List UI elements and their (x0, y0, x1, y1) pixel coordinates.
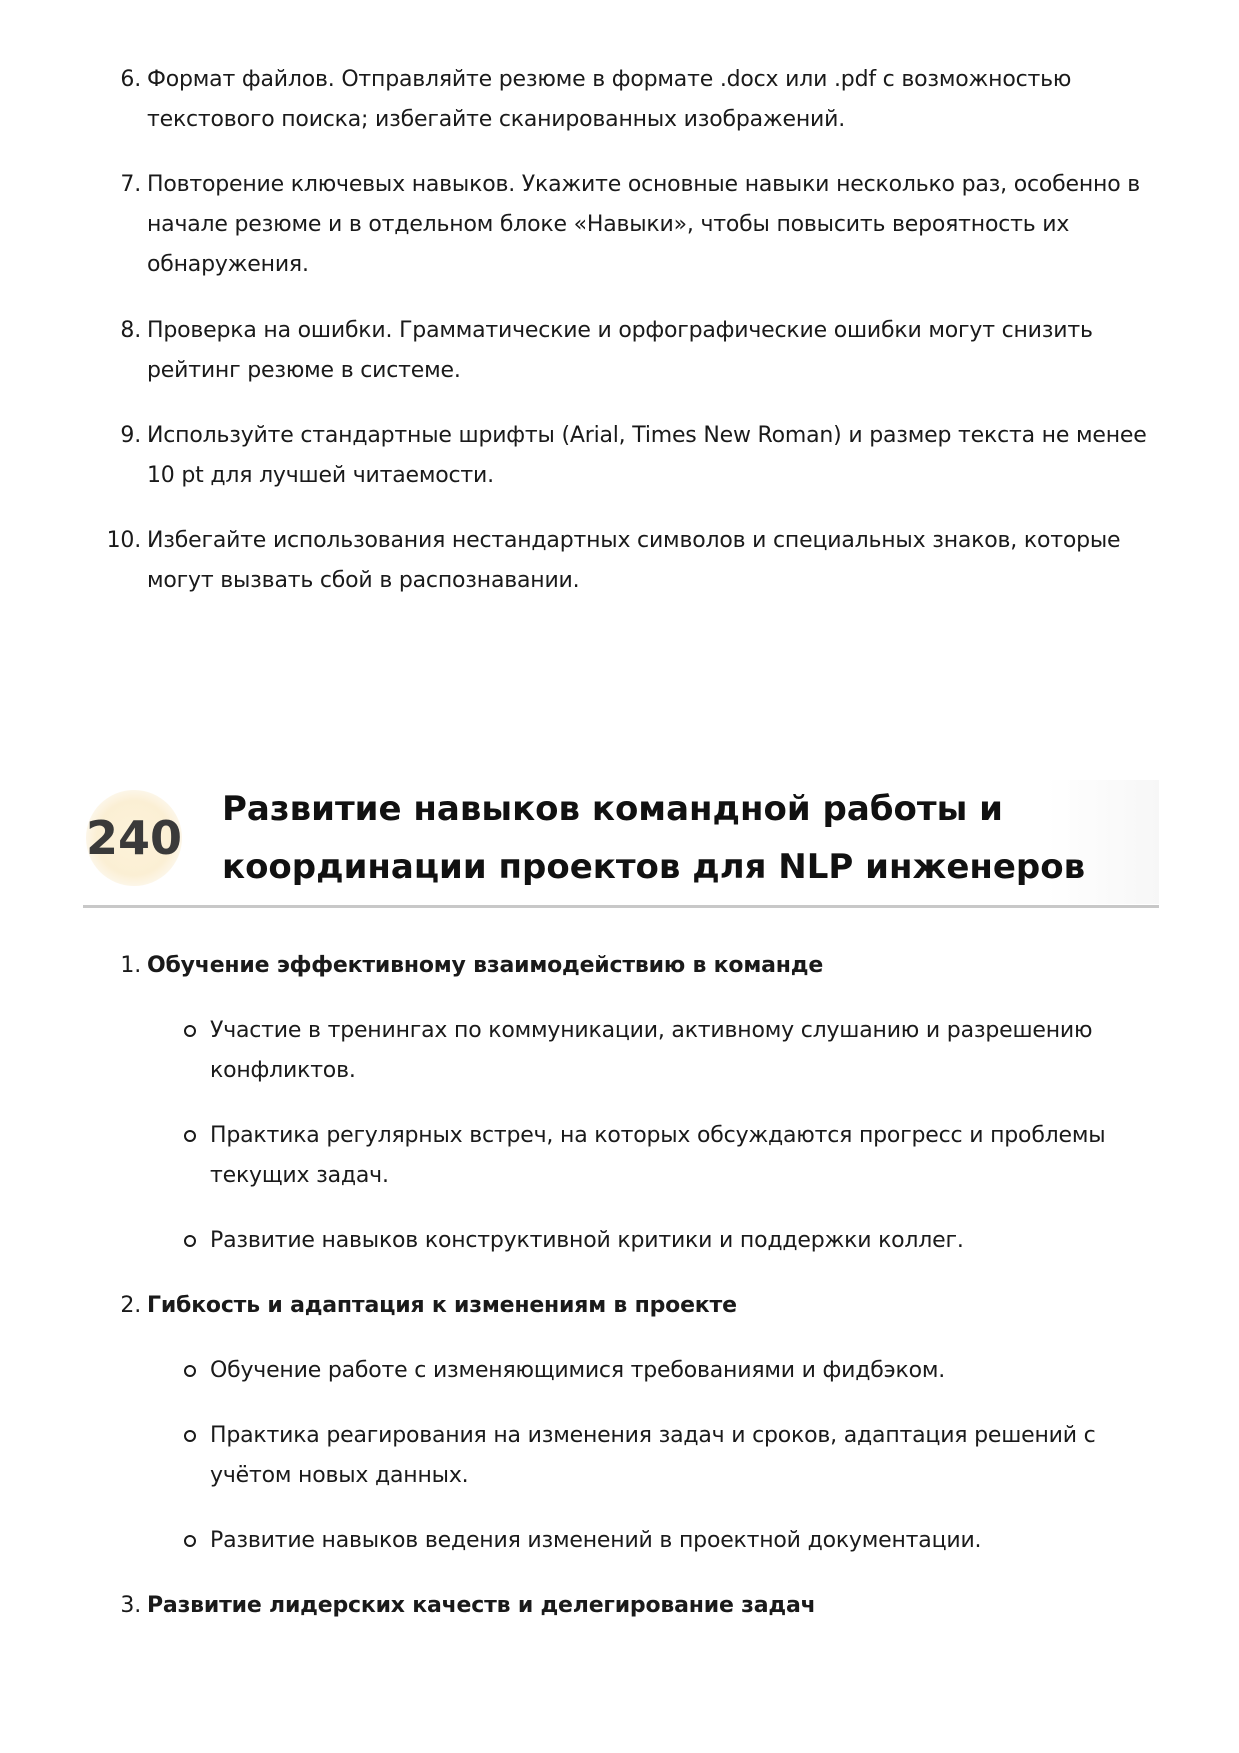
list-item-number: 9. (120, 423, 141, 448)
section-divider (83, 905, 1159, 908)
list-item (120, 416, 1157, 496)
bullet-item (210, 1221, 1130, 1261)
bullet-item-text: Развитие навыков ведения изменений в проектной документации. (210, 1528, 982, 1553)
list-item-number: 3. (120, 1593, 141, 1618)
bullet-item-text: Практика регулярных встреч, на которых обсуждаются прогресс и проблемы текущих задач. (210, 1123, 1106, 1188)
list-item (120, 60, 1157, 140)
bullet-circle-icon (184, 1025, 196, 1037)
bullet-item-text: Обучение работе с изменяющимися требованиями и фидбэком. (210, 1358, 946, 1383)
list-item-number: 7. (120, 172, 141, 197)
list-item-heading: Развитие лидерских качеств и делегирование задач (147, 1593, 816, 1618)
bullet-item-text: Развитие навыков конструктивной критики и поддержки коллег. (210, 1228, 964, 1253)
list-item (120, 1586, 1157, 1626)
list-item-number: 1. (120, 953, 141, 978)
bullet-item (210, 1521, 1130, 1561)
list-item-number: 2. (120, 1293, 141, 1318)
bullet-item (210, 1351, 1130, 1391)
list-item-text: Повторение ключевых навыков. Укажите основные навыки несколько раз, особенно в начале резюме и в отдельном блоке «Навыки», чтобы повысить вероятность их обнаружения. (147, 172, 1141, 277)
list-item-text: Формат файлов. Отправляйте резюме в формате .docx или .pdf с возможностью текстового поиска; избегайте сканированных изображений. (147, 67, 1072, 132)
bullet-circle-icon (184, 1130, 196, 1142)
bullet-item (210, 1416, 1130, 1496)
list-item-text: Используйте стандартные шрифты (Arial, Times New Roman) и размер текста не менее 10 pt для лучшей читаемости. (147, 423, 1147, 488)
bullet-item-text: Участие в тренингах по коммуникации, активному слушанию и разрешению конфликтов. (210, 1018, 1093, 1083)
bullet-circle-icon (184, 1535, 196, 1547)
section-header (83, 780, 1163, 908)
list-item-number: 10. (106, 528, 141, 553)
section-number: 240 (85, 811, 183, 865)
list-item (120, 946, 1157, 986)
bullet-circle-icon (184, 1235, 196, 1247)
list-item (120, 1286, 1157, 1326)
list-item-number: 8. (120, 318, 141, 343)
bullet-circle-icon (184, 1365, 196, 1377)
bullet-item (210, 1011, 1130, 1091)
list-item (120, 165, 1157, 285)
list-item-number: 6. (120, 67, 141, 92)
bullet-circle-icon (184, 1430, 196, 1442)
list-item-heading: Гибкость и адаптация к изменениям в проекте (147, 1293, 737, 1318)
section-title: Развитие навыков командной работы и координации проектов для NLP инженеров (222, 789, 1086, 887)
list-item (106, 521, 1157, 601)
list-item (120, 311, 1157, 391)
bullet-item (210, 1116, 1130, 1196)
list-item-text: Проверка на ошибки. Грамматические и орфографические ошибки могут снизить рейтинг резюме в системе. (147, 318, 1093, 383)
list-item-heading: Обучение эффективному взаимодействию в команде (147, 953, 824, 978)
bullet-item-text: Практика реагирования на изменения задач и сроков, адаптация решений с учётом новых данных. (210, 1423, 1096, 1488)
list-item-text: Избегайте использования нестандартных символов и специальных знаков, которые могут вызвать сбой в распознавании. (147, 528, 1121, 593)
